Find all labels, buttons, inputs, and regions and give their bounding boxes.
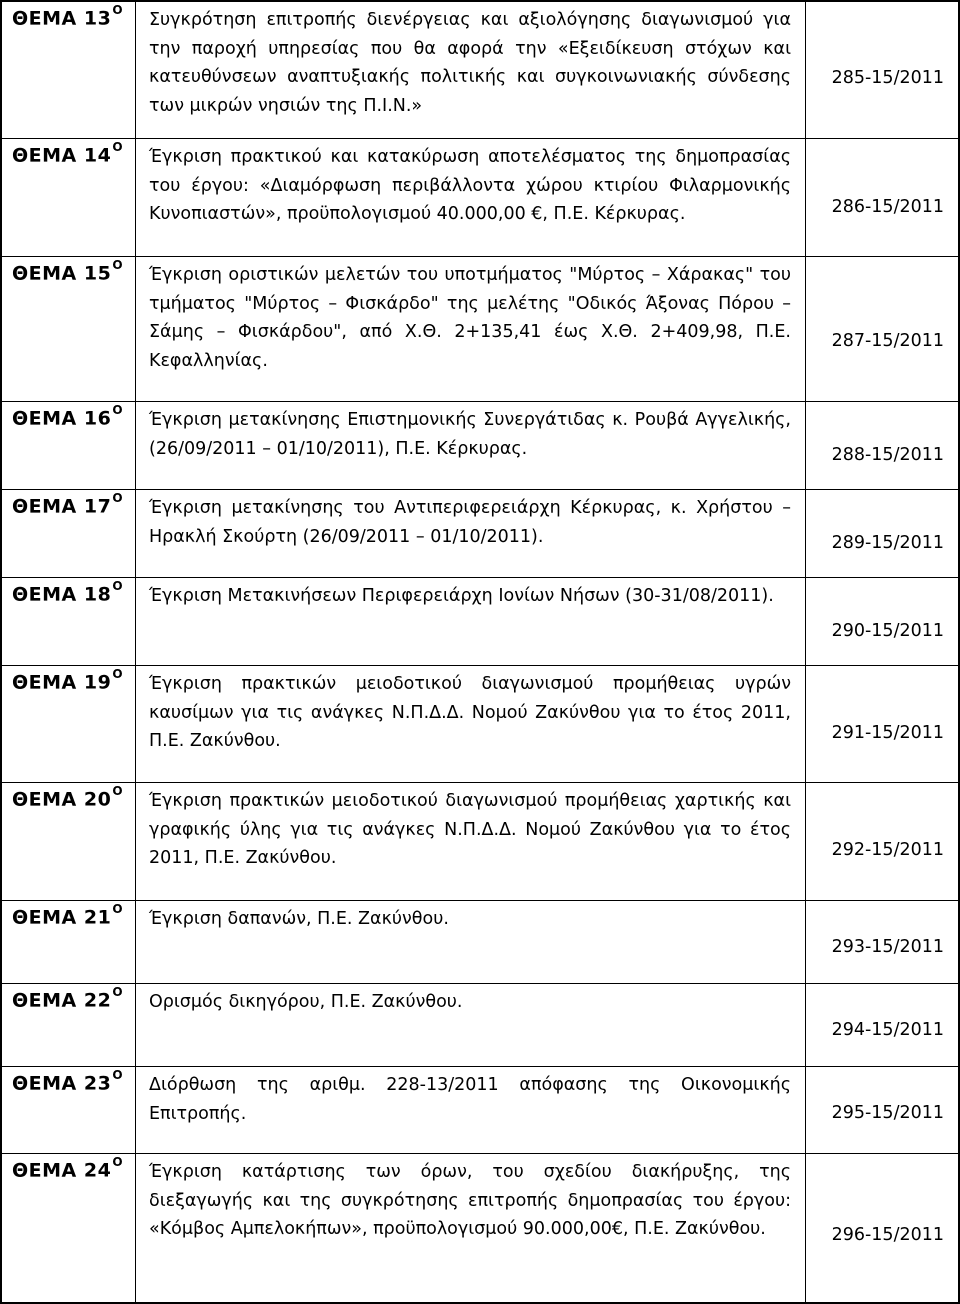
item-label: ΘΕΜΑ 17 [12,495,112,518]
item-label: ΘΕΜΑ 16 [12,407,112,430]
table-row [2,2,958,139]
table-row [2,402,958,490]
decision-number: 291-15/2011 [831,723,944,743]
item-description: Ορισμός δικηγόρου, Π.Ε. Ζακύνθου. [149,992,463,1012]
decision-number: 289-15/2011 [831,533,944,553]
item-label: ΘΕΜΑ 23 [12,1072,112,1095]
table-row [2,783,958,901]
item-ordinal: Ο [112,784,124,798]
table-row [2,490,958,578]
item-ordinal: Ο [112,140,124,154]
item-description: Έγκριση πρακτικών μειοδοτικού διαγωνισμού προμήθειας υγρών καυσίμων για τις ανάγκες Ν.Π.Δ.Δ. Νομού Ζακύνθου για το έτος 2011, Π.Ε. Ζακύνθου. [149,674,797,752]
decision-number: 287-15/2011 [831,331,944,351]
decision-number: 286-15/2011 [831,197,944,217]
item-description: Έγκριση μετακίνησης του Αντιπεριφερειάρχη Κέρκυρας, κ. Χρήστου – Ηρακλή Σκούρτη (26/09/2011 – 01/10/2011). [149,498,797,547]
item-ordinal: Ο [112,3,124,17]
item-description: Έγκριση πρακτικών μειοδοτικού διαγωνισμού προμήθειας χαρτικής και γραφικής ύλης για τις ανάγκες Ν.Π.Δ.Δ. Νομού Ζακύνθου για το έτος 2011, Π.Ε. Ζακύνθου. [149,791,797,869]
item-description: Έγκριση δαπανών, Π.Ε. Ζακύνθου. [149,909,449,929]
item-description: Έγκριση κατάρτισης των όρων, του σχεδίου διακήρυξης, της διεξαγωγής και της συγκρότησης επιτροπής δημοπρασίας του έργου: «Κόμβος Αμπελοκήπων», προϋπολογισμού 90.000,00€, Π.Ε. Ζακύνθου. [149,1162,797,1240]
decision-number: 288-15/2011 [831,445,944,465]
item-ordinal: Ο [112,1155,124,1169]
table-row [2,666,958,783]
item-ordinal: Ο [112,667,124,681]
table-row [2,1154,958,1302]
item-label: ΘΕΜΑ 22 [12,989,112,1012]
decision-number: 292-15/2011 [831,840,944,860]
item-label: ΘΕΜΑ 21 [12,906,112,929]
item-description: Έγκριση οριστικών μελετών του υποτμήματος "Μύρτος – Χάρακας" του τμήματος "Μύρτος – Φισκάρδο" της μελέτης "Οδικός Άξονας Πόρου – Σάμης – Φισκάρδου", από Χ.Θ. 2+135,41 έως Χ.Θ. 2+409,98, Π.Ε. Κεφαλληνίας. [149,265,797,371]
table-row [2,139,958,257]
item-label: ΘΕΜΑ 20 [12,788,112,811]
item-description: Έγκριση μετακίνησης Επιστημονικής Συνεργάτιδας κ. Ρουβά Αγγελικής, (26/09/2011 – 01/10/2011), Π.Ε. Κέρκυρας. [149,410,797,459]
item-description: Συγκρότηση επιτροπής διενέργειας και αξιολόγησης διαγωνισμού για την παροχή υπηρεσίας που θα αφορά την «Εξειδίκευση στόχων και κατευθύνσεων αναπτυξιακής πολιτικής και συγκοινωνιακής σύνδεσης των μικρών νησιών της Π.Ι.Ν.» [149,10,797,116]
item-ordinal: Ο [112,491,124,505]
decision-number: 295-15/2011 [831,1103,944,1123]
item-ordinal: Ο [112,258,124,272]
item-ordinal: Ο [112,1068,124,1082]
decision-number: 285-15/2011 [831,68,944,88]
item-label: ΘΕΜΑ 14 [12,144,112,167]
table-row [2,1067,958,1154]
table-row [2,257,958,402]
item-label: ΘΕΜΑ 24 [12,1159,112,1182]
item-ordinal: Ο [112,579,124,593]
item-ordinal: Ο [112,902,124,916]
item-description: Διόρθωση της αριθμ. 228-13/2011 απόφασης της Οικονομικής Επιτροπής. [149,1075,797,1124]
table-row [2,578,958,666]
item-label: ΘΕΜΑ 13 [12,7,112,30]
item-description: Έγκριση Μετακινήσεων Περιφερειάρχη Ιονίων Νήσων (30-31/08/2011). [149,586,774,606]
item-label: ΘΕΜΑ 18 [12,583,112,606]
table-row [2,901,958,984]
decision-number: 294-15/2011 [831,1020,944,1040]
item-description: Έγκριση πρακτικού και κατακύρωση αποτελέσματος της δημοπρασίας του έργου: «Διαμόρφωση περιβάλλοντα χώρου κτιρίου Φιλαρμονικής Κυνοπιαστών», προϋπολογισμού 40.000,00 €, Π.Ε. Κέρκυρας. [149,147,797,225]
item-label: ΘΕΜΑ 19 [12,671,112,694]
item-ordinal: Ο [112,403,124,417]
decision-number: 290-15/2011 [831,621,944,641]
item-ordinal: Ο [112,985,124,999]
decision-number: 296-15/2011 [831,1225,944,1245]
table-row [2,984,958,1067]
item-label: ΘΕΜΑ 15 [12,262,112,285]
decision-number: 293-15/2011 [831,937,944,957]
